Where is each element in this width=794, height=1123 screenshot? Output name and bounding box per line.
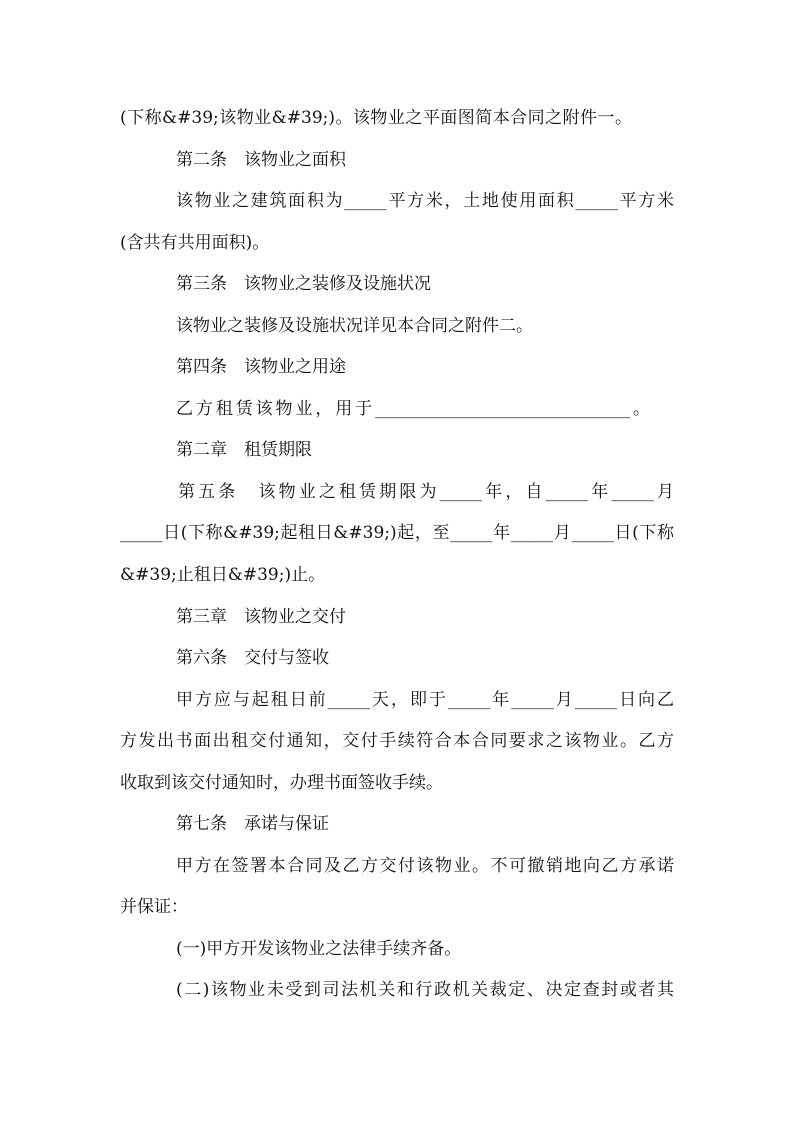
article-heading: 第六条 交付与签收 [176, 648, 329, 668]
article-heading: 第七条 承诺与保证 [176, 814, 329, 834]
text-line: 甲方应与起租日前_____天，即于_____年_____月_____日向乙 [176, 690, 674, 710]
article-heading: 第五条 该物业之租赁期限为_____年，自_____年_____月 [178, 482, 674, 502]
text-line: 该物业之建筑面积为_____平方米，土地使用面积_____平方米 [176, 191, 674, 211]
chapter-heading: 第二章 租赁期限 [176, 440, 312, 460]
text-line: _____日(下称&#39;起租日&#39;)起，至_____年_____月_____日(下称 [120, 523, 674, 543]
text-line: 并保证： [120, 897, 188, 917]
list-item: (二)该物业未受到司法机关和行政机关裁定、决定查封或者其 [176, 980, 674, 1000]
text-line: 方发出书面出租交付通知，交付手续符合本合同要求之该物业。乙方 [120, 731, 674, 751]
list-item: (一)甲方开发该物业之法律手续齐备。 [176, 939, 462, 959]
article-heading: 第二条 该物业之面积 [176, 150, 346, 170]
text-line: (含共有共用面积)。 [120, 233, 270, 253]
chapter-heading: 第三章 该物业之交付 [176, 607, 346, 627]
text-line: 乙方租赁该物业，用于______________________________。 [176, 399, 650, 419]
article-heading: 第四条 该物业之用途 [176, 357, 346, 377]
article-heading: 第三条 该物业之装修及设施状况 [176, 274, 431, 294]
text-line: (下称&#39;该物业&#39;)。该物业之平面图简本合同之附件一。 [120, 108, 632, 128]
text-line: 甲方在签署本合同及乙方交付该物业。不可撤销地向乙方承诺 [176, 856, 674, 876]
text-line: 收取到该交付通知时，办理书面签收手续。 [120, 773, 443, 793]
text-line: 该物业之装修及设施状况详见本合同之附件二。 [176, 316, 533, 336]
text-line: &#39;止租日&#39;)止。 [120, 565, 326, 585]
